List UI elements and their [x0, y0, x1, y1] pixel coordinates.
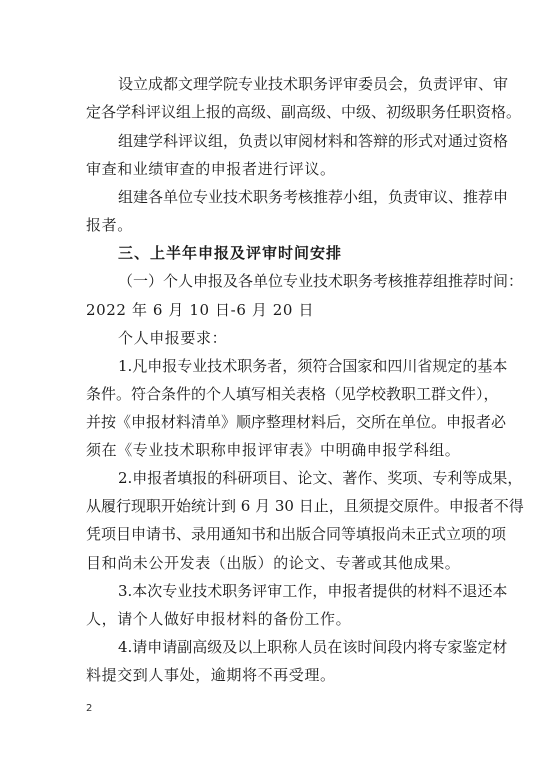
list-item-line: 须在《专业技术职称申报评审表》中明确申报学科组。: [86, 441, 461, 459]
paragraph-line: 报者。: [86, 216, 133, 234]
list-item-line: 3.本次专业技术职务评审工作，申报者提供的材料不退还本: [118, 582, 508, 600]
date-range: 2022 年 6 月 10 日-6 月 20 日: [86, 301, 315, 319]
list-item-line: 料提交到人事处，逾期将不再受理。: [86, 666, 336, 684]
subsection-heading: （一）个人申报及各单位专业技术职务考核推荐组推荐时间：: [118, 272, 524, 290]
paragraph-line: 组建学科评议组，负责以审阅材料和答辩的形式对通过资格: [118, 132, 509, 150]
paragraph-line: 个人申报要求：: [118, 329, 228, 347]
list-item-line: 并按《申报材料清单》顺序整理材料后，交所在单位。申报者必: [86, 413, 507, 431]
list-item-line: 4.请申请副高级及以上职称人员在该时间段内将专家鉴定材: [118, 638, 508, 656]
paragraph-line: 组建各单位专业技术职务考核推荐小组，负责审议、推荐申: [118, 188, 509, 206]
paragraph-line: 审查和业绩审查的申报者进行评议。: [86, 160, 336, 178]
list-item-line: 2.申报者填报的科研项目、论文、著作、奖项、专利等成果，: [118, 469, 523, 487]
list-item-line: 目和尚未公开发表（出版）的论文、专著或其他成果。: [86, 554, 461, 572]
paragraph-line: 设立成都文理学院专业技术职务评审委员会，负责评审、审: [118, 75, 509, 93]
list-item-line: 人，请个人做好申报材料的备份工作。: [86, 610, 352, 628]
list-item-line: 1.凡申报专业技术职务者，须符合国家和四川省规定的基本: [118, 357, 508, 375]
paragraph-line: 定各学科评议组上报的高级、副高级、中级、初级职务任职资格。: [86, 103, 522, 121]
list-item-line: 条件。符合条件的个人填写相关表格（见学校教职工群文件），: [86, 385, 499, 403]
list-item-line: 凭项目申请书、录用通知书和出版合同等填报尚未正式立项的项: [86, 525, 507, 543]
page-number: 2: [86, 703, 93, 714]
section-heading: 三、上半年申报及评审时间安排: [118, 244, 343, 262]
list-item-line: 从履行现职开始统计到 6 月 30 日止，且须提交原件。申报者不得: [86, 497, 524, 515]
